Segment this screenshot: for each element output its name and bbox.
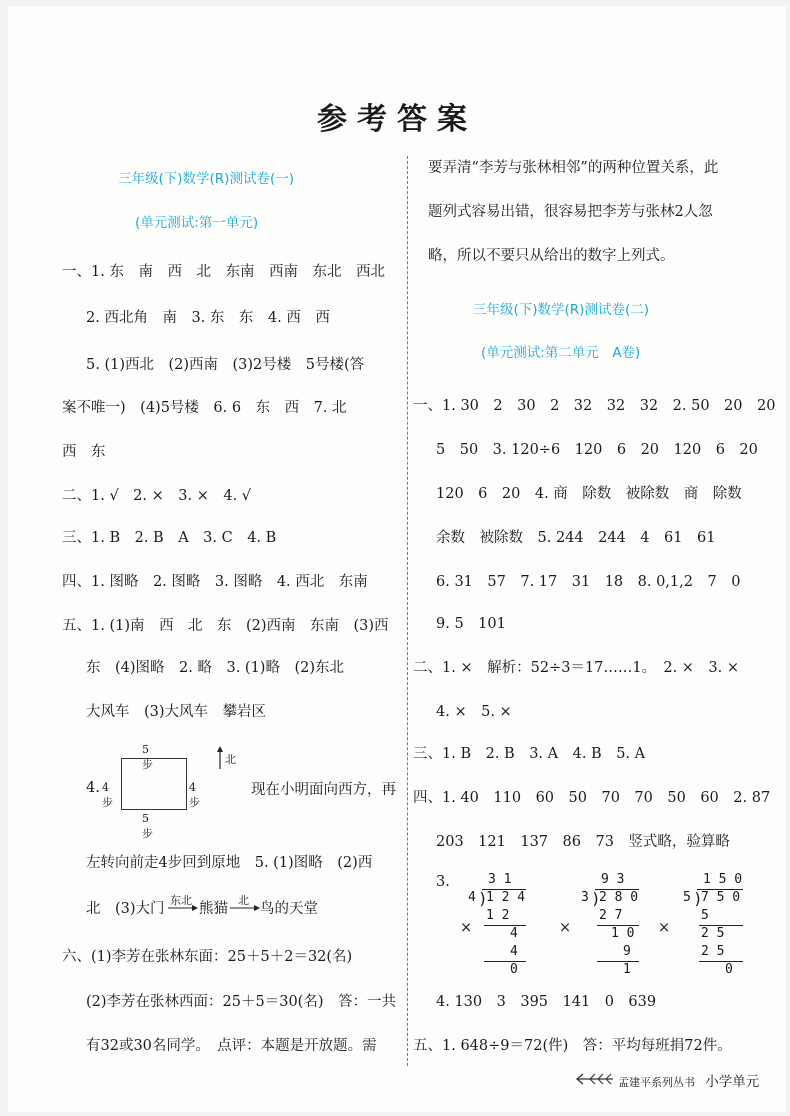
page-title: 参考答案	[317, 102, 477, 137]
route-rectangle	[121, 758, 187, 810]
step: 1 0	[611, 926, 635, 941]
step: 5	[701, 908, 709, 923]
answer-line: 四、1. 40 110 60 50 70 70 50 60 2. 87	[413, 790, 771, 806]
dividend: 2 8 0	[599, 890, 639, 905]
column-divider	[407, 156, 408, 1066]
answer-line: 余数 被除数 5. 244 244 4 61 61	[436, 530, 716, 546]
step: 2 5	[701, 944, 725, 959]
answer-line: 案不唯一) (4)5号楼 6. 6 东 西 7. 北	[62, 400, 347, 416]
answer-line: 六、(1)李芳在张林东面：25＋5＋2＝32(名)	[62, 949, 353, 965]
diagram-left-label: 4步	[102, 781, 113, 809]
right-arrow-icon	[168, 904, 198, 912]
left-heading: 三年级(下)数学(R)测试卷(一)	[118, 171, 294, 187]
step: 0	[510, 962, 518, 977]
answer-line: 5 50 3. 120÷6 120 6 20 120 6 20	[436, 442, 758, 458]
dividend: 7 5 0	[701, 890, 741, 905]
diagram-right-label: 4步	[189, 781, 200, 809]
answer-line: 现在小明面向西方，再	[251, 782, 396, 798]
answer-line: 6. 31 57 7. 17 31 18 8. 0,1,2 7 0	[436, 574, 741, 590]
answer-line: 四、1. 图略 2. 图略 3. 图略 4. 西北 东南	[62, 574, 368, 590]
diagram-bottom-label: 5步	[142, 812, 153, 840]
answer-line: 题列式容易出错，很容易把李芳与张林2人忽	[428, 204, 713, 220]
footer-series: 孟建平系列丛书	[618, 1076, 695, 1089]
answer-line: 三、1. B 2. B A 3. C 4. B	[62, 530, 277, 546]
arrow-label-north: 北	[238, 894, 249, 907]
answer-line: 5. (1)西北 (2)西南 (3)2号楼 5号楼(答	[86, 357, 365, 373]
answer-line: 二、1. √ 2. × 3. × 4. √	[62, 488, 252, 504]
step: 0	[725, 962, 733, 977]
answer-line: 鸟的天堂	[260, 901, 318, 917]
step: 1	[623, 962, 631, 977]
diagram-north-label: 北	[225, 753, 236, 766]
left-subheading: (单元测试:第一单元)	[135, 215, 259, 231]
feather-arrow-icon	[575, 1072, 615, 1086]
right-arrow-icon	[230, 904, 260, 912]
quotient: 3 1	[488, 872, 512, 887]
answer-line: 203 121 137 86 73 竖式略，验算略	[436, 834, 730, 850]
right-subheading: (单元测试:第二单元 A卷)	[481, 345, 641, 361]
divisor: 5	[683, 890, 691, 905]
answer-line: 左转向前走4步回到原地 5. (1)图略 (2)西	[86, 855, 373, 871]
answer-line: 五、1. (1)南 西 北 东 (2)西南 东南 (3)西	[62, 618, 389, 634]
page: 参考答案 三年级(下)数学(R)测试卷(一) (单元测试:第一单元) 一、1. 东 南 西 北 东南 西南 东北 西北 2. 西北角 南 3. 东 东 4. 西 西 5. (1)西北 (2)西南 (3)2号楼 5号楼(答 案不唯一) (4)5号楼 6. 6 东 西 7. 北 西 东 二、1. √ 2. × 3. × 4. √ 三、1. B 2. B A 3. C 4. B 四、1. 图略 2. 图略 3. 图略 4. 西北 东南 五、1. (1)南 西 北 东 (2)西南 东南 (3)西 东 (4)图略 2. 略 3. (1)略 (2)东北 大风车 (3)大风车 攀岩区 4. 4步 5步 5步 4步 北 现在小明面向西方，再 左转向前走4步回到原地 5. (1)图略 (2)西 北 (3)大门 东北 熊猫 北 鸟的天堂 六、(1)李芳在张林东面：25＋5＋2＝32(名) (2)李芳在张林西面：25＋5＝30(名) 答：一共 有32或30名同学。 点评：本题是开放题。需 要弄清“李芳与张林相邻”的两种位置关系，此 题列式容易出错，很容易把李芳与张林2人忽 略，所以不要只从给出的数字上列式。 三年级(下)数学(R)测试卷(二) (单元测试:第二单元 A卷) 一、1. 30 2 30 2 32 32 32 2. 50 20 20 5 50 3. 120÷6 120 6 20 120 6 20 120 6 20 4. 商 除数 被除数 商 除数 余数 被除数 5. 244 244 4 61 61 6. 31 57 7. 17 31 18 8. 0,1,2 7 0 9. 5 101 二、1. × 解析：52÷3＝17……1。 2. × 3. × 4. × 5. × 三、1. B 2. B 3. A 4. B 5. A 四、1. 40 110 60 50 70 70 50 60 2. 87 203 121 137 86 73 竖式略，验算略 3. 3 1 4 ) 1 2 4 1 2 4 4 0 × 9 3 3 ) 2 8 0 2 7 1 0 9 1 × 1 5 0 5 ) 7 5 0 5 2 5 2 5 0 × 4. 130 3 395 141 0 639 五、1. 648÷9＝72(件) 答：平均每班捐72件。 孟建平系列丛书 小学单元	[8, 6, 786, 1112]
answer-line: 4. × 5. ×	[436, 704, 512, 720]
answer-line: (2)李芳在张林西面：25＋5＝30(名) 答：一共	[86, 994, 396, 1010]
arrow-label-northeast: 东北	[170, 894, 192, 907]
footer-label: 小学单元	[705, 1074, 760, 1090]
step: 2 5	[701, 926, 725, 941]
answer-line: 要弄清“李芳与张林相邻”的两种位置关系，此	[428, 160, 719, 176]
divisor: 4	[468, 890, 476, 905]
cross-mark: ×	[658, 920, 671, 936]
step: 4	[510, 926, 518, 941]
answer-line: 五、1. 648÷9＝72(件) 答：平均每班捐72件。	[413, 1038, 732, 1054]
cross-mark: ×	[559, 920, 572, 936]
dividend: 1 2 4	[486, 890, 526, 905]
answer-line: 4. 130 3 395 141 0 639	[436, 994, 657, 1010]
step: 9	[623, 944, 631, 959]
answer-line: 2. 西北角 南 3. 东 东 4. 西 西	[86, 310, 330, 326]
cross-mark: ×	[460, 920, 473, 936]
step: 4	[510, 944, 518, 959]
answer-line: 一、1. 东 南 西 北 东南 西南 东北 西北	[62, 264, 385, 280]
quotient: 9 3	[601, 872, 625, 887]
answer-line: 一、1. 30 2 30 2 32 32 32 2. 50 20 20	[413, 398, 776, 414]
quotient: 1 5 0	[703, 872, 743, 887]
answer-line: 有32或30名同学。 点评：本题是开放题。需	[86, 1038, 377, 1054]
diagram-top-label: 5步	[142, 743, 153, 771]
answer-line: 东 (4)图略 2. 略 3. (1)略 (2)东北	[86, 660, 345, 676]
question-3-label: 3.	[436, 874, 450, 890]
divisor: 3	[581, 890, 589, 905]
footer	[618, 1070, 759, 1090]
answer-line: 二、1. × 解析：52÷3＝17……1。 2. × 3. ×	[413, 660, 740, 676]
north-arrow-icon	[215, 746, 225, 770]
answer-line: 北 (3)大门	[86, 901, 165, 917]
diagram-prefix: 4.	[86, 780, 100, 796]
answer-line: 三、1. B 2. B 3. A 4. B 5. A	[413, 746, 646, 762]
answer-line: 大风车 (3)大风车 攀岩区	[86, 704, 267, 720]
step: 2 7	[599, 908, 623, 923]
answer-line: 熊猫	[199, 901, 228, 917]
right-heading: 三年级(下)数学(R)测试卷(二)	[473, 302, 649, 318]
step: 1 2	[486, 908, 510, 923]
answer-line: 西 东	[62, 444, 106, 460]
answer-line: 9. 5 101	[436, 616, 506, 632]
answer-line: 120 6 20 4. 商 除数 被除数 商 除数	[436, 486, 742, 502]
answer-line: 略，所以不要只从给出的数字上列式。	[428, 248, 675, 264]
